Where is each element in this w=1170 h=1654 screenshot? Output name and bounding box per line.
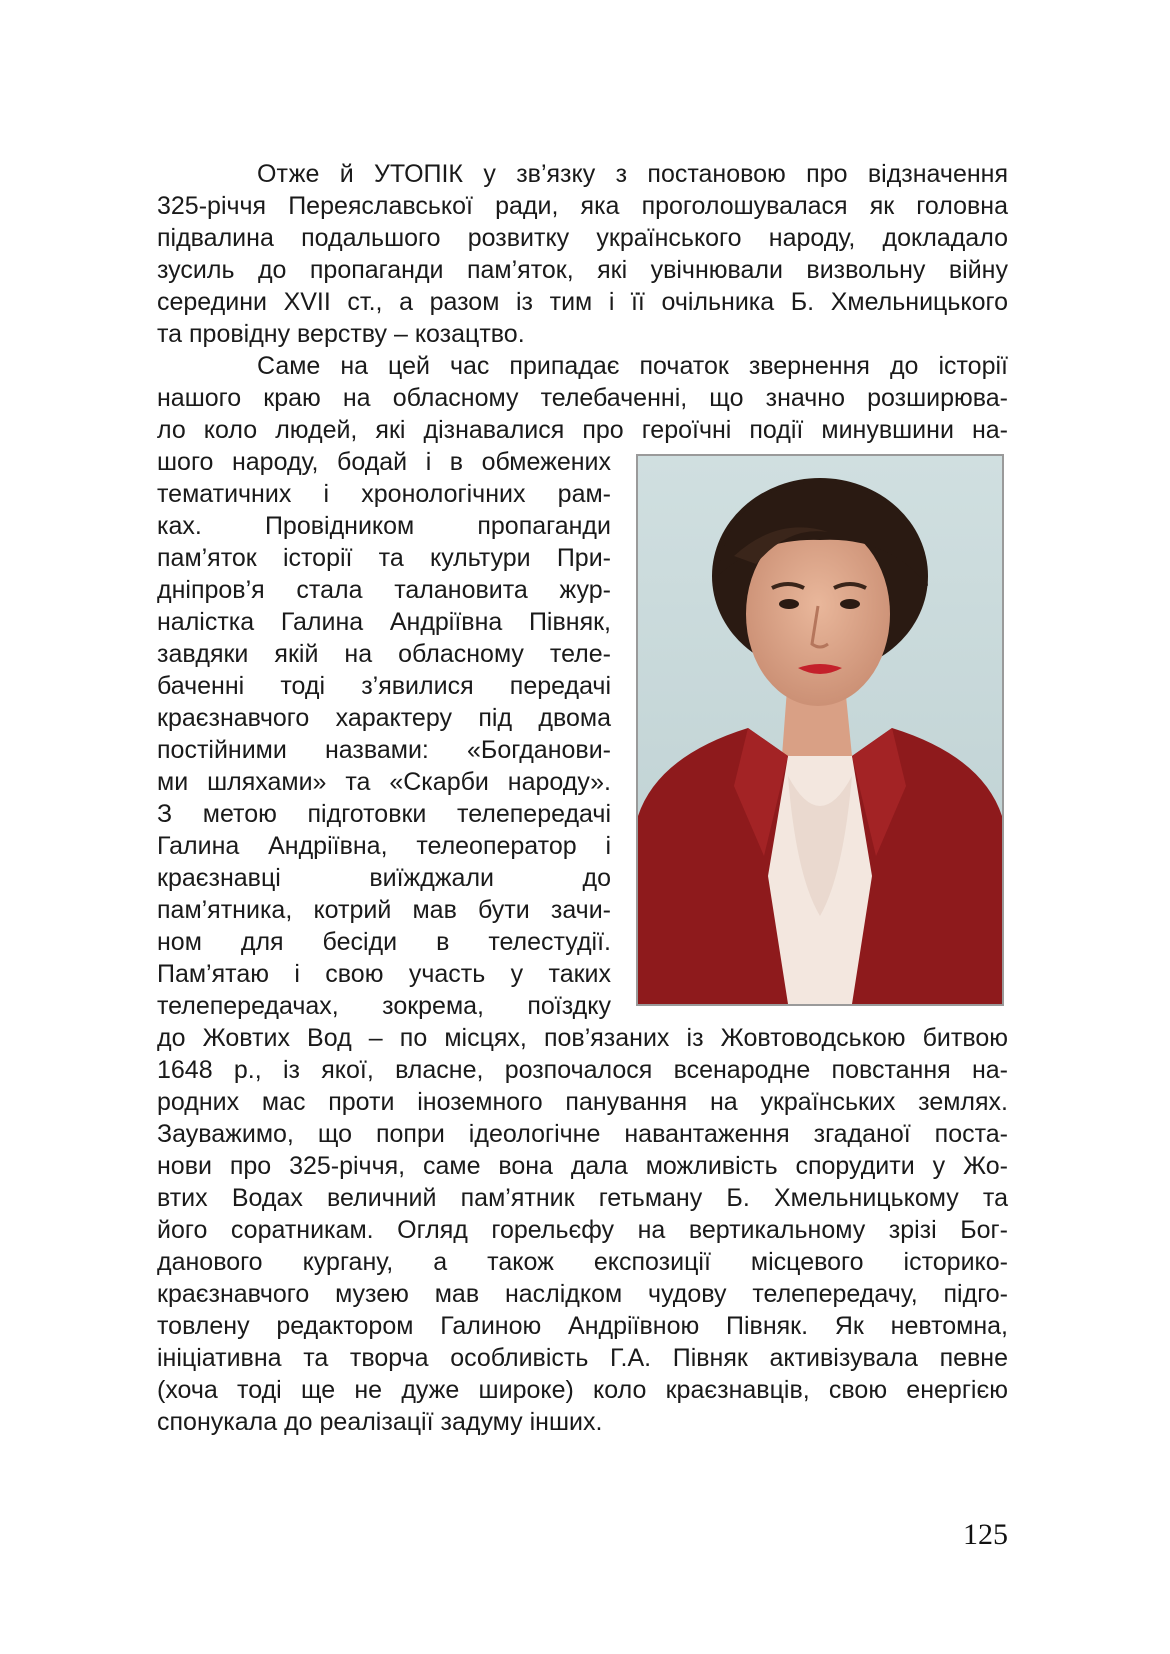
text-line: телепередачах, зокрема, поїздку xyxy=(157,992,611,1020)
text-line: краєзнавчого музею мав наслідком чудову телепередачу, підго- xyxy=(157,1280,1008,1308)
text-line: данового кургану, а також експозиції місцевого історико- xyxy=(157,1248,1008,1276)
text-line: краєзнавчого характеру під двома xyxy=(157,704,611,732)
text-line: краєзнавці виїжджали до xyxy=(157,864,611,892)
text-line: пам’яток історії та культури При- xyxy=(157,544,611,572)
text-line: дніпров’я стала талановита жур- xyxy=(157,576,611,604)
page-number: 125 xyxy=(963,1518,1008,1551)
text-line: до Жовтих Вод – по місцях, пов’язаних із Жовтоводською битвою xyxy=(157,1024,1008,1052)
text-line: налістка Галина Андріївна Півняк, xyxy=(157,608,611,636)
text-line: постійними назвами: «Богданови- xyxy=(157,736,611,764)
text-line: зусиль до пропаганди пам’яток, які увічнювали визвольну війну xyxy=(157,256,1008,284)
text-line: спонукала до реалізації задуму інших. xyxy=(157,1408,603,1436)
text-line: Пам’ятаю і свою участь у таких xyxy=(157,960,611,988)
text-line: нашого краю на обласному телебаченні, що значно розширюва- xyxy=(157,384,1008,412)
text-line: З метою підготовки телепередачі xyxy=(157,800,611,828)
text-line: Галина Андріївна, телеоператор і xyxy=(157,832,611,860)
text-line: ініціативна та творча особливість Г.А. Півняк активізувала певне xyxy=(157,1344,1008,1372)
text-line: ло коло людей, які дізнавалися про героїчні події минувшини на- xyxy=(157,416,1008,444)
text-line: пам’ятника, котрий мав бути зачи- xyxy=(157,896,611,924)
text-line: та провідну верству – козацтво. xyxy=(157,320,525,348)
text-line: ках. Провідником пропаганди xyxy=(157,512,611,540)
text-line: 1648 р., із якої, власне, розпочалося всенародне повстання на- xyxy=(157,1056,1008,1084)
text-line: родних мас проти іноземного панування на українських землях. xyxy=(157,1088,1008,1116)
text-line: ном для бесіди в телестудії. xyxy=(157,928,611,956)
text-line: ми шляхами» та «Скарби народу». xyxy=(157,768,611,796)
text-line: Отже й УТОПІК у зв’язку з постановою про відзначення xyxy=(257,160,1008,188)
text-line: тематичних і хронологічних рам- xyxy=(157,480,611,508)
text-line: його соратникам. Огляд горельєфу на вертикальному зрізі Бог- xyxy=(157,1216,1008,1244)
portrait-illustration xyxy=(638,456,1002,1004)
text-line: Саме на цей час припадає початок звернення до історії xyxy=(257,352,1008,380)
text-line: нови про 325-річчя, саме вона дала можливість спорудити у Жо- xyxy=(157,1152,1008,1180)
text-line: завдяки якій на обласному теле- xyxy=(157,640,611,668)
text-line: товлену редактором Галиною Андріївною Півняк. Як невтомна, xyxy=(157,1312,1008,1340)
text-line: втих Водах величний пам’ятник гетьману Б. Хмельницькому та xyxy=(157,1184,1008,1212)
text-line: шого народу, бодай і в обмежених xyxy=(157,448,611,476)
portrait-photo xyxy=(636,454,1004,1006)
text-line: (хоча тоді ще не дуже широке) коло краєзнавців, свою енергією xyxy=(157,1376,1008,1404)
text-line: Зауважимо, що попри ідеологічне навантаження згаданої поста- xyxy=(157,1120,1008,1148)
text-line: підвалина подальшого розвитку українського народу, докладало xyxy=(157,224,1008,252)
text-line: 325-річчя Переяславської ради, яка проголошувалася як головна xyxy=(157,192,1008,220)
text-line: баченні тоді з’явилися передачі xyxy=(157,672,611,700)
text-line: середини XVII ст., а разом із тим і її очільника Б. Хмельницького xyxy=(157,288,1008,316)
